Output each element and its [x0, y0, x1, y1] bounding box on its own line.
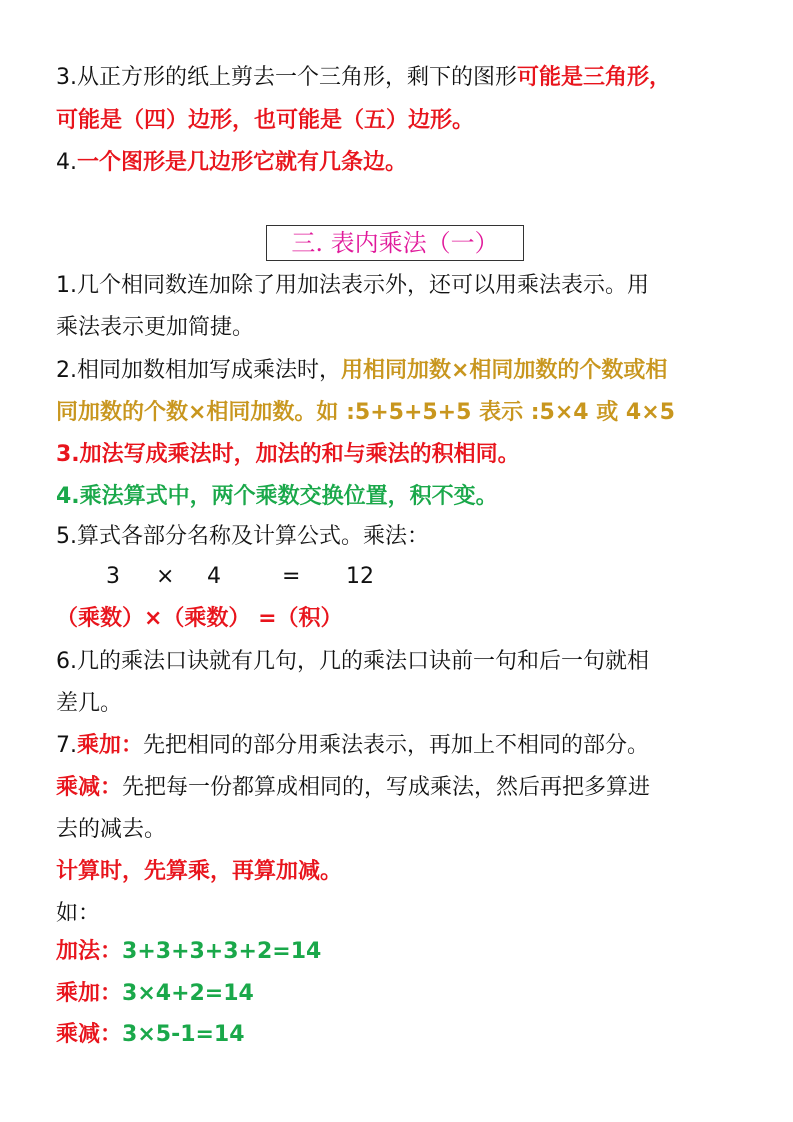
rule-2-text: 2.相同加数相加写成乘法时， — [56, 358, 341, 383]
formula-times-sign: × — [156, 564, 175, 589]
rule-6-line-2: 差几。 — [56, 691, 123, 716]
calc-rule-line: 计算时，先算乘，再算加减。 — [56, 859, 343, 884]
rule-7b-label: 乘减： — [56, 775, 123, 800]
rule-4-line: 4.乘法算式中，两个乘数交换位置，积不变。 — [56, 484, 498, 509]
rule-7-line-1 — [56, 731, 746, 761]
rule-2-line-1 — [56, 356, 746, 386]
item-3-text: 3.从正方形的纸上剪去一个三角形，剩下的图形 — [56, 65, 517, 90]
formula-factor-b: 4 — [207, 564, 221, 589]
item-4-highlight: 一个图形是几边形它就有几条边。 — [77, 150, 408, 175]
rule-7b-text: 先把每一份都算成相同的，写成乘法，然后再把多算进 — [122, 775, 651, 800]
item-4-line — [56, 148, 746, 178]
example-3-line — [56, 1020, 746, 1050]
rule-3-line: 3.加法写成乘法时，加法的和与乘法的积相同。 — [56, 442, 520, 467]
rule-7-line-2 — [56, 773, 746, 803]
example-1-line — [56, 937, 746, 967]
formula-product: 12 — [346, 564, 374, 589]
item-4-number: 4. — [56, 150, 77, 175]
item-3-line-2: 可能是（四）边形，也可能是（五）边形。 — [56, 108, 475, 133]
section-title: 三. 表内乘法（一） — [266, 225, 524, 261]
rule-7-line-3: 去的减去。 — [56, 817, 167, 842]
rule-2-highlight: 用相同加数×相同加数的个数或相 — [341, 358, 668, 383]
formula-names-line: （乘数）×（乘数） =（积） — [56, 606, 343, 631]
rule-7-label: 乘加： — [77, 733, 144, 758]
example-2-label: 乘加： — [56, 981, 123, 1006]
example-2-value: 3×4+2=14 — [122, 981, 254, 1006]
example-intro-line: 如： — [56, 901, 101, 926]
item-3-highlight: 可能是三角形， — [517, 65, 672, 90]
example-3-value: 3×5-1=14 — [122, 1022, 245, 1047]
item-3-line-1 — [56, 63, 746, 93]
formula-factor-a: 3 — [106, 564, 120, 589]
rule-7-number: 7. — [56, 733, 77, 758]
rule-1-line-1: 1.几个相同数连加除了用加法表示外，还可以用乘法表示。用 — [56, 273, 649, 298]
example-1-value: 3+3+3+3+2=14 — [122, 939, 322, 964]
example-1-label: 加法： — [56, 939, 123, 964]
rule-6-line-1: 6.几的乘法口诀就有几句，几的乘法口诀前一句和后一句就相 — [56, 649, 649, 674]
example-2-line — [56, 979, 746, 1009]
formula-equals-sign: = — [282, 564, 301, 589]
rule-5-line: 5.算式各部分名称及计算公式。乘法： — [56, 524, 429, 549]
example-3-label: 乘减： — [56, 1022, 123, 1047]
rule-2-line-2: 同加数的个数×相同加数。如 :5+5+5+5 表示 :5×4 或 4×5 — [56, 400, 675, 425]
rule-7-text: 先把相同的部分用乘法表示，再加上不相同的部分。 — [143, 733, 650, 758]
rule-1-line-2: 乘法表示更加简捷。 — [56, 315, 255, 340]
